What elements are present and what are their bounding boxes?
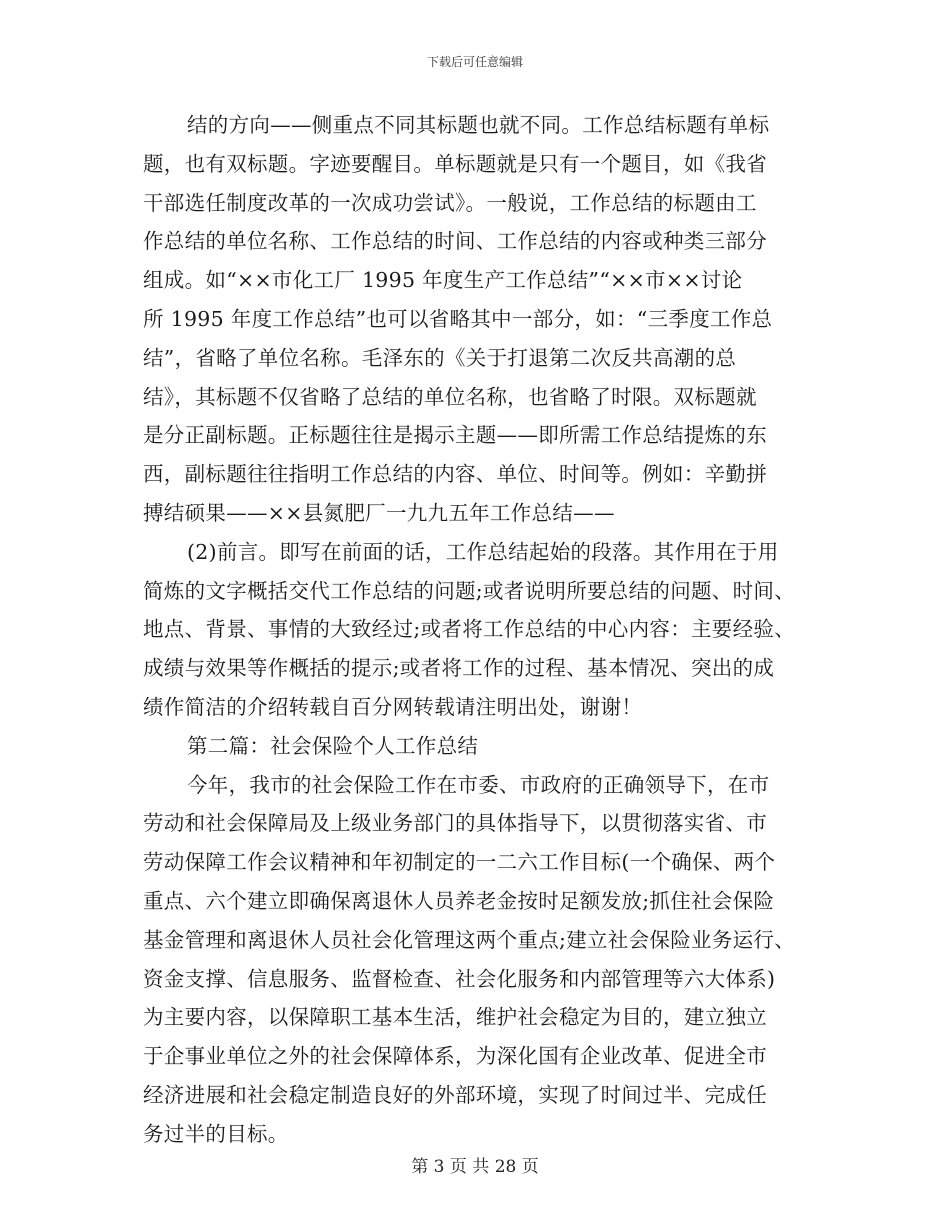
text-line: 组成。如“××市化工厂 1995 年度生产工作总结”“××市××讨论: [143, 268, 743, 293]
text-line: 干部选任制度改革的一次成功尝试》。一般说，工作总结的标题由工: [143, 190, 757, 215]
text-line: 结》，其标题不仅省略了总结的单位名称，也省略了时限。双标题就: [143, 384, 757, 409]
text-line: 经济进展和社会稳定制造良好的外部环境，实现了时间过半、完成任: [143, 1082, 767, 1107]
text-line: 资金支撑、信息服务、监督检查、社会化服务和内部管理等六大体系): [143, 966, 776, 991]
page-number: 第 3 页 共 28 页: [411, 1157, 539, 1177]
text-line: 重点、六个建立即确保离退休人员养老金按时足额发放;抓住社会保险: [143, 888, 775, 913]
text-line: 绩作简洁的介绍转载自百分网转载请注明出处，谢谢！: [143, 694, 643, 719]
text-line: 今年，我市的社会保险工作在市委、市政府的正确领导下，在市: [187, 772, 770, 797]
text-line: 基金管理和离退休人员社会化管理这两个重点;建立社会保险业务运行、: [143, 927, 796, 952]
text-line: 成绩与效果等作概括的提示;或者将工作的过程、基本情况、突出的成: [143, 656, 775, 681]
text-line: 所 1995 年度工作总结”也可以省略其中一部分，如：“三季度工作总: [143, 306, 773, 331]
text-line: (2)前言。即写在前面的话，工作总结起始的段落。其作用在于用: [187, 539, 779, 564]
text-line: 务过半的目标。: [143, 1121, 289, 1146]
text-line: 为主要内容，以保障职工基本生活，维护社会稳定为目的，建立独立: [143, 1005, 767, 1030]
text-line: 西，副标题往往指明工作总结的内容、单位、时间等。例如：辛勤拼: [143, 462, 767, 487]
text-line: 地点、背景、事情的大致经过;或者将工作总结的中心内容：主要经验、: [143, 617, 796, 642]
page-header: 下载后可任意编辑: [426, 55, 523, 69]
text-line: 于企事业单位之外的社会保障体系，为深化国有企业改革、促进全市: [143, 1044, 767, 1069]
text-line: 搏结硕果——××县氮肥厂一九九五年工作总结——: [143, 500, 615, 525]
text-line: 是分正副标题。正标题往往是揭示主题——即所需工作总结提炼的东: [143, 423, 767, 448]
text-line: 作总结的单位名称、工作总结的时间、工作总结的内容或种类三部分: [143, 229, 767, 254]
text-line: 结的方向——侧重点不同其标题也就不同。工作总结标题有单标: [187, 113, 770, 137]
text-line: 题，也有双标题。字迹要醒目。单标题就是只有一个题目，如《我省: [143, 151, 767, 176]
text-line: 劳动和社会保障局及上级业务部门的具体指导下，以贯彻落实省、市: [143, 811, 767, 836]
text-line: 简炼的文字概括交代工作总结的问题;或者说明所要总结的问题、时间、: [143, 578, 796, 603]
document-body: [143, 106, 823, 1154]
section-heading: 第二篇：社会保险个人工作总结: [187, 733, 479, 758]
text-line: 结”，省略了单位名称。毛泽东的《关于打退第二次反共高潮的总: [143, 345, 737, 370]
text-line: 劳动保障工作会议精神和年初制定的一二六工作目标(一个确保、两个: [143, 850, 776, 875]
